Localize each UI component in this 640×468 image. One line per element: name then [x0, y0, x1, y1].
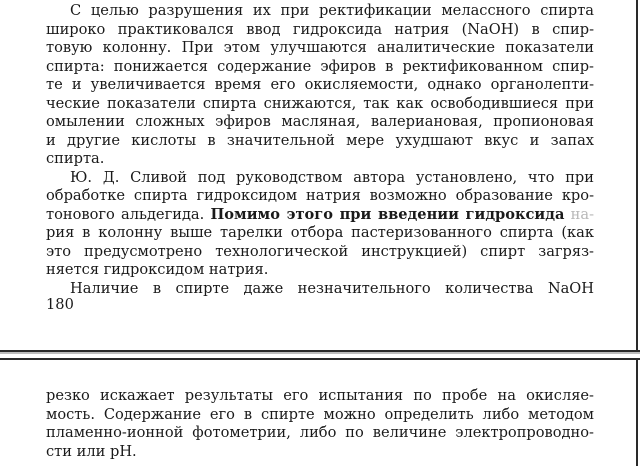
- page-bottom-text: [46, 387, 594, 461]
- text-line: товую колонну. При этом улучшаются аналитические показатели: [46, 39, 594, 56]
- text-line: рия в колонну выше тарелки отбора пастеризованного спирта (как: [46, 224, 594, 241]
- text-line: спирта: понижается содержание эфиров в ректификованном спир-: [46, 57, 594, 75]
- page-number: 180: [46, 296, 74, 313]
- faded-hyphenation: на-: [570, 205, 594, 223]
- text-line: няется гидроксидом натрия.: [46, 261, 269, 278]
- text-line: мость. Содержание его в спирте можно определить либо методом: [46, 405, 594, 423]
- text-line: спирта.: [46, 150, 105, 167]
- text-line: обработке спирта гидроксидом натрия возможно образование кро-: [46, 187, 594, 204]
- text-line: резко искажает результаты его испытания по пробе на окисляе-: [46, 387, 594, 404]
- text-line: пламенно-ионной фотометрии, либо по величине электропроводно-: [46, 424, 594, 441]
- text-line: омылении сложных эфиров масляная, валериановая, пропионовая: [46, 113, 594, 130]
- text-line: это предусмотрено технологической инструкцией) спирт загряз-: [46, 242, 594, 260]
- text-line-mixed: [46, 206, 594, 225]
- sentence-end: тонового альдегида.: [46, 205, 205, 223]
- text-line: Ю. Д. Сливой под руководством автора установлено, что при: [70, 168, 594, 186]
- text-line: и другие кислоты в значительной мере ухудшают вкус и запах: [46, 131, 594, 149]
- text-line: ческие показатели спирта снижаются, так как освободившиеся при: [46, 94, 594, 112]
- page-edge-rule: [636, 0, 638, 350]
- text-line: сти или pH.: [46, 442, 137, 460]
- text-line: те и увеличивается время его окисляемости, однако органолепти-: [46, 76, 594, 93]
- text-line: широко практиковался ввод гидроксида натрия (NaOH) в спир-: [46, 20, 594, 38]
- page-edge-rule: [636, 358, 638, 466]
- bold-phrase: Помимо этого при введении гидроксида: [210, 205, 565, 223]
- text-line: Наличие в спирте даже незначительного количества NaOH: [70, 279, 594, 297]
- text-line: С целью разрушения их при ректификации мелассного спирта: [70, 2, 594, 19]
- page-top-text: [46, 2, 594, 298]
